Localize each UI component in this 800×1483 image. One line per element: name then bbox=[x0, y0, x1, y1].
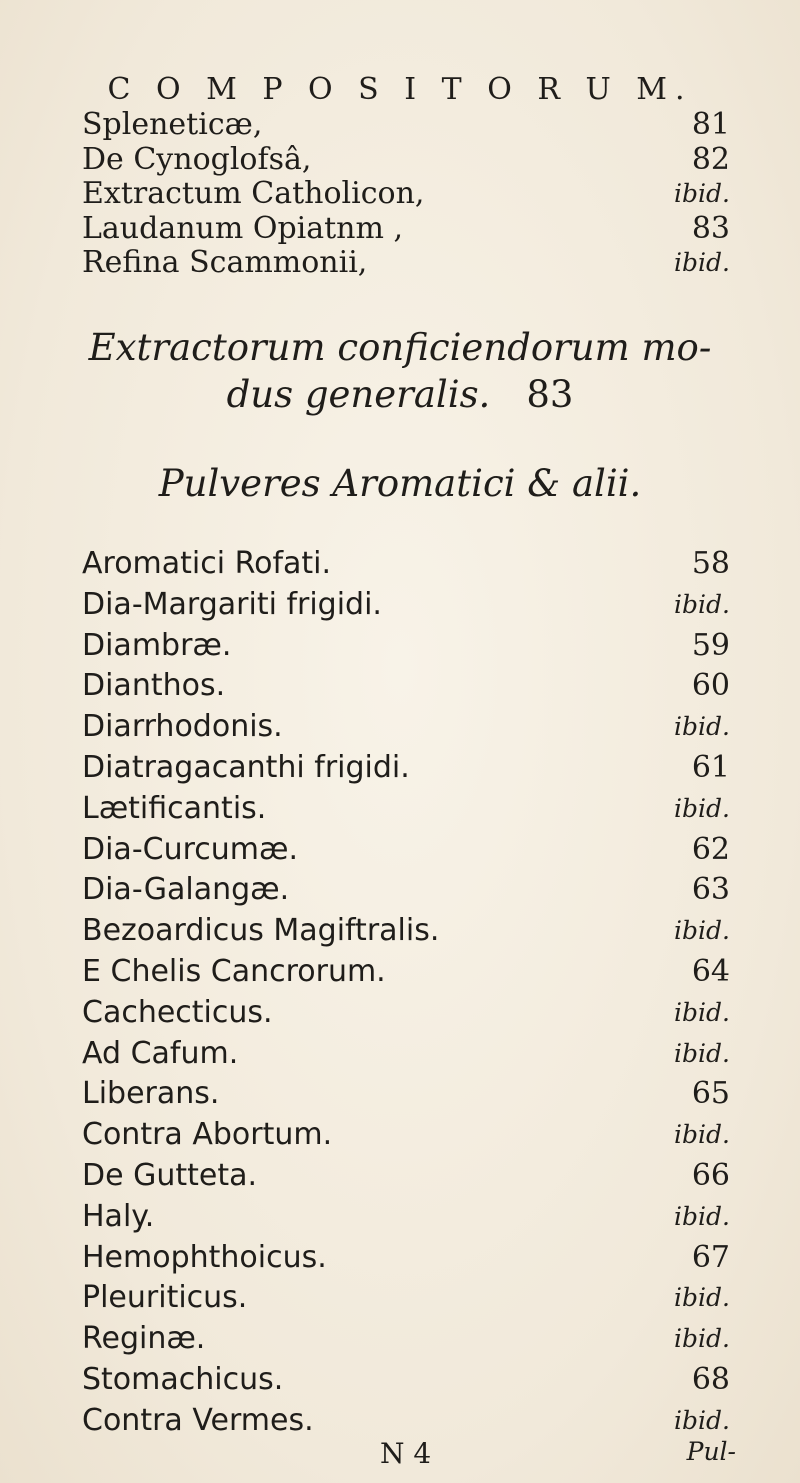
entry-page: ibid. bbox=[674, 712, 730, 742]
entry-page: ibid. bbox=[674, 248, 730, 277]
entry-page: ibid. bbox=[674, 1201, 730, 1231]
index-entry bbox=[82, 872, 730, 908]
entry-name: Dia-Margariti frigidi. bbox=[82, 586, 382, 622]
entry-page: 62 bbox=[691, 831, 730, 867]
index-entry bbox=[82, 791, 730, 827]
entry-name: Dianthos. bbox=[82, 668, 226, 704]
index-entry bbox=[82, 1280, 730, 1316]
index-entry bbox=[82, 1036, 730, 1072]
entry-page: ibid. bbox=[674, 916, 730, 946]
index-entry bbox=[82, 1321, 730, 1357]
entry-name: Dia-Galangæ. bbox=[82, 872, 290, 908]
index-entry bbox=[82, 176, 730, 212]
entry-page: 65 bbox=[691, 1076, 730, 1112]
section-heading-pulveres: Pulveres Aromatici & alii. bbox=[158, 462, 642, 505]
entry-name: Diarrhodonis. bbox=[82, 709, 283, 745]
entry-name: Stomachicus. bbox=[82, 1362, 284, 1397]
entry-name: Bezoardicus Magiftralis. bbox=[82, 913, 440, 949]
entry-page: ibid. bbox=[674, 589, 730, 619]
entry-name: Pleuriticus. bbox=[82, 1280, 248, 1316]
entry-page: ibid. bbox=[674, 1038, 730, 1068]
entry-page: 59 bbox=[691, 627, 730, 663]
section-heading-extractorum-cont bbox=[0, 373, 800, 416]
section-heading-page: 83 bbox=[526, 373, 574, 416]
section-heading-line1: Extractorum conficiendorum mo- bbox=[88, 326, 712, 369]
entry-name: Refina Scammonii, bbox=[82, 245, 368, 280]
entry-name: Extractum Catholicon, bbox=[82, 176, 425, 211]
index-entry bbox=[82, 142, 730, 178]
entry-page: ibid. bbox=[674, 997, 730, 1027]
entry-page: ibid. bbox=[674, 1324, 730, 1354]
entry-name: Aromatici Rofati. bbox=[82, 546, 332, 581]
entry-page: 83 bbox=[691, 210, 730, 246]
entry-name: Haly. bbox=[82, 1198, 155, 1234]
index-entry bbox=[82, 1076, 730, 1112]
entry-name: Liberans. bbox=[82, 1076, 220, 1112]
entry-page: 61 bbox=[691, 750, 730, 785]
index-entry bbox=[82, 1117, 730, 1153]
entry-page: ibid. bbox=[674, 1405, 730, 1435]
section-heading-line2: dus generalis. bbox=[226, 373, 491, 416]
entry-name: E Chelis Cancrorum. bbox=[82, 954, 386, 989]
entry-page: 81 bbox=[691, 107, 730, 142]
running-header: C O M P O S I T O R U M. bbox=[107, 72, 693, 107]
entry-name: Dia-Curcumæ. bbox=[82, 831, 299, 867]
entry-page: 58 bbox=[691, 546, 730, 581]
entry-page: 60 bbox=[691, 668, 730, 704]
catchword: Pul- bbox=[686, 1437, 736, 1466]
index-entry bbox=[82, 107, 730, 143]
index-entry bbox=[82, 546, 730, 582]
entry-name: Ad Cafum. bbox=[82, 1035, 239, 1071]
index-entry bbox=[82, 1158, 730, 1194]
index-entry bbox=[82, 750, 730, 786]
entry-page: ibid. bbox=[674, 179, 730, 208]
index-entry bbox=[82, 211, 730, 247]
entry-name: De Cynoglofsâ, bbox=[82, 141, 312, 177]
page-footer bbox=[0, 1437, 800, 1473]
entry-name: Lætificantis. bbox=[82, 790, 267, 826]
entry-page: 63 bbox=[691, 872, 730, 908]
index-entry bbox=[82, 832, 730, 868]
entry-page: 68 bbox=[691, 1362, 730, 1397]
entry-page: 66 bbox=[691, 1158, 730, 1193]
entry-page: 82 bbox=[691, 141, 730, 177]
index-entry bbox=[82, 709, 730, 745]
entry-name: De Gutteta. bbox=[82, 1158, 258, 1193]
index-entry bbox=[82, 245, 730, 281]
index-entry bbox=[82, 954, 730, 990]
index-entry bbox=[82, 1403, 730, 1439]
entry-page: 67 bbox=[691, 1239, 730, 1275]
entry-page: ibid. bbox=[674, 793, 730, 823]
index-entry bbox=[82, 1240, 730, 1276]
index-entry bbox=[82, 1362, 730, 1398]
index-entry bbox=[82, 628, 730, 664]
entry-name: Contra Abortum. bbox=[82, 1117, 333, 1153]
index-entry bbox=[82, 995, 730, 1031]
entry-name: Diambræ. bbox=[82, 627, 232, 663]
index-entry bbox=[82, 913, 730, 949]
entry-name: Spleneticæ, bbox=[82, 107, 263, 142]
signature-mark: N 4 bbox=[380, 1437, 432, 1470]
entry-page: ibid. bbox=[674, 1120, 730, 1150]
entry-page: 64 bbox=[691, 954, 730, 989]
entry-name: Hemophthoicus. bbox=[82, 1239, 327, 1275]
entry-name: Contra Vermes. bbox=[82, 1402, 314, 1438]
entry-name: Cachecticus. bbox=[82, 994, 273, 1030]
entry-name: Laudanum Opiatnm , bbox=[82, 210, 404, 246]
entry-name: Diatragacanthi frigidi. bbox=[82, 750, 410, 785]
entry-name: Reginæ. bbox=[82, 1321, 206, 1357]
entry-page: ibid. bbox=[674, 1283, 730, 1313]
index-entry bbox=[82, 1199, 730, 1235]
index-entry bbox=[82, 587, 730, 623]
index-entry bbox=[82, 668, 730, 704]
section-heading-extractorum bbox=[0, 326, 800, 369]
